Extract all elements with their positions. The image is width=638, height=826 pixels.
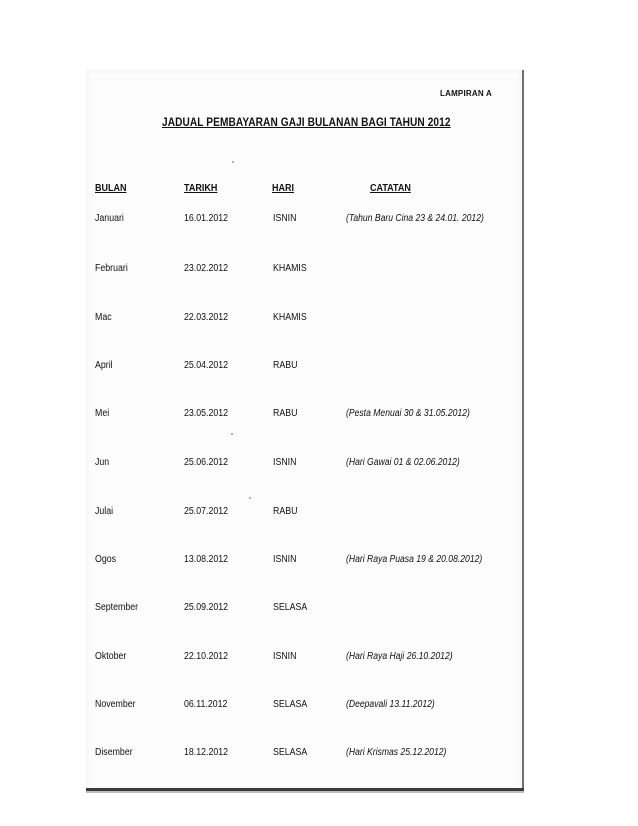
cell-bulan: November [95,699,136,710]
cell-tarikh: 18.12.2012 [184,747,229,758]
table-row [0,408,638,424]
table-row [0,651,638,667]
cell-hari: ISNIN [273,213,297,224]
cell-hari: RABU [273,408,298,419]
table-row [0,312,638,328]
cell-bulan: Jun [95,457,110,468]
document-title: JADUAL PEMBAYARAN GAJI BULANAN BAGI TAHUN 2012 [162,117,451,129]
cell-tarikh: 23.05.2012 [184,408,229,419]
cell-hari: ISNIN [273,651,297,662]
column-header-hari: HARI [272,183,295,194]
cell-tarikh: 25.06.2012 [184,457,229,468]
cell-hari: RABU [273,506,298,517]
table-row [0,457,638,473]
scan-bottom-shadow [86,791,524,793]
cell-tarikh: 13.08.2012 [184,554,229,565]
cell-catatan: (Tahun Baru Cina 23 & 24.01. 2012) [346,213,484,224]
table-row [0,263,638,279]
table-row [0,506,638,522]
cell-hari: ISNIN [273,457,297,468]
cell-hari: KHAMIS [273,312,307,323]
cell-tarikh: 06.11.2012 [184,699,228,710]
cell-hari: KHAMIS [273,263,307,274]
scanned-page [86,70,524,790]
cell-tarikh: 23.02.2012 [184,263,229,274]
cell-catatan: (Pesta Menuai 30 & 31.05.2012) [346,408,470,419]
cell-hari: SELASA [273,747,308,758]
cell-catatan: (Hari Krismas 25.12.2012) [346,747,447,758]
cell-bulan: Julai [95,506,114,517]
cell-tarikh: 25.07.2012 [184,506,229,517]
table-row [0,554,638,570]
cell-tarikh: 22.10.2012 [184,651,229,662]
table-row [0,602,638,618]
cell-bulan: April [95,360,113,371]
scan-speck [232,161,234,163]
table-row [0,213,638,229]
cell-hari: ISNIN [273,554,297,565]
cell-hari: SELASA [273,699,308,710]
cell-tarikh: 25.09.2012 [184,602,229,613]
cell-catatan: (Hari Raya Puasa 19 & 20.08.2012) [346,554,483,565]
table-row [0,360,638,376]
cell-catatan: (Hari Raya Haji 26.10.2012) [346,651,453,662]
cell-tarikh: 25.04.2012 [184,360,229,371]
cell-tarikh: 16.01.2012 [184,213,229,224]
cell-bulan: Oktober [95,651,127,662]
column-header-tarikh: TARIKH [184,183,218,194]
cell-bulan: Ogos [95,554,117,565]
scan-speck [249,497,251,499]
cell-catatan: (Deepavali 13.11.2012) [346,699,435,710]
table-row [0,699,638,715]
cell-hari: RABU [273,360,298,371]
table-row [0,747,638,763]
cell-bulan: Januari [95,213,124,224]
cell-bulan: Februari [95,263,128,274]
cell-tarikh: 22.03.2012 [184,312,229,323]
cell-hari: SELASA [273,602,308,613]
cell-bulan: Mei [95,408,110,419]
cell-bulan: Disember [95,747,133,758]
cell-bulan: Mac [95,312,112,323]
scan-speck [231,433,233,435]
cell-catatan: (Hari Gawai 01 & 02.06.2012) [346,457,460,468]
cell-bulan: September [95,602,139,613]
column-header-catatan: CATATAN [370,183,411,194]
annex-label: LAMPIRAN A [440,89,492,98]
column-header-bulan: BULAN [95,183,127,194]
